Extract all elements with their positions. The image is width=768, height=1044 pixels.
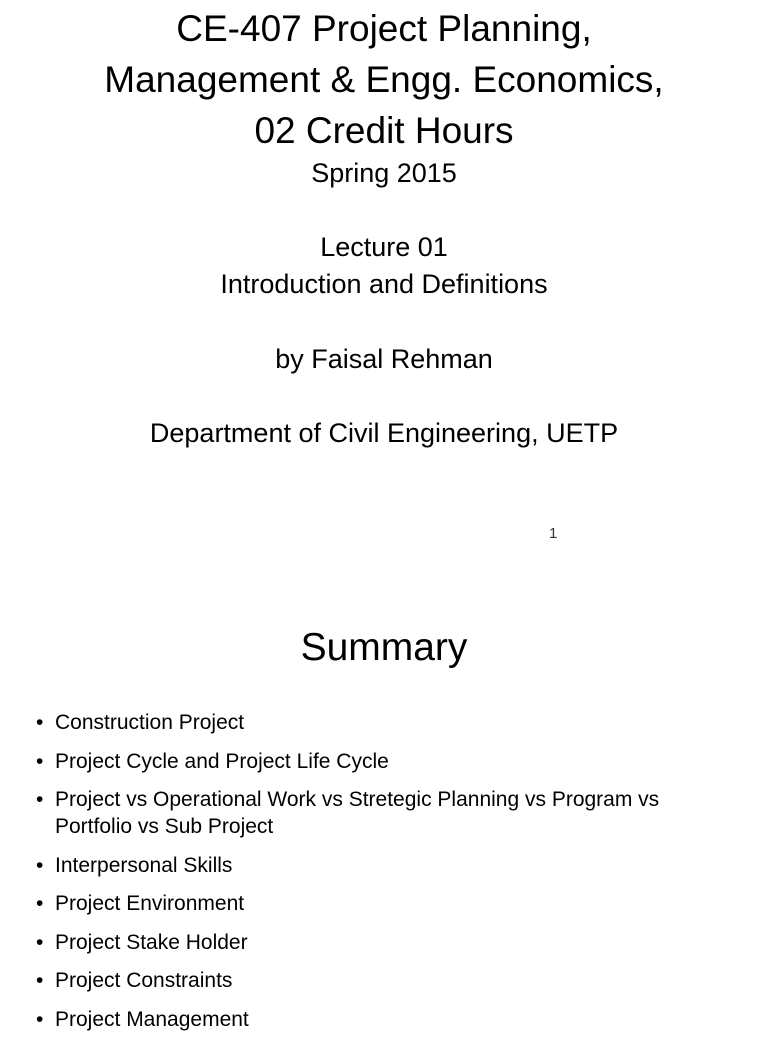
- bullet-item: [36, 1006, 736, 1033]
- bullet-text: Construction Project: [55, 711, 245, 734]
- summary-bullet-list: [36, 709, 736, 1044]
- semester-text: Spring 2015: [311, 158, 457, 188]
- summary-slide: [0, 576, 768, 1031]
- bullet-icon: •: [36, 749, 44, 773]
- bullet-icon: •: [36, 930, 44, 954]
- bullet-icon: •: [36, 788, 44, 811]
- bullet-item: [36, 748, 736, 775]
- bullet-text: Project Environment: [55, 892, 245, 915]
- bullet-item: [36, 929, 736, 956]
- course-title-line-1: CE-407 Project Planning,: [176, 8, 592, 49]
- bullet-text: Project vs Operational Work vs Stretegic Planning vs Program vs Portfolio vs Sub Project: [55, 788, 660, 838]
- course-title-line-2: Management & Engg. Economics,: [104, 59, 664, 100]
- bullet-icon: •: [36, 711, 44, 734]
- page-number: 1: [549, 525, 558, 542]
- bullet-text: Project Management: [55, 1007, 249, 1031]
- bullet-item: [36, 967, 736, 994]
- bullet-text: Project Cycle and Project Life Cycle: [55, 749, 389, 773]
- department-text: Department of Civil Engineering, UETP: [149, 418, 619, 448]
- bullet-icon: •: [36, 853, 44, 877]
- bullet-item: [36, 786, 736, 840]
- bullet-icon: •: [36, 1007, 44, 1031]
- summary-title: Summary: [300, 626, 468, 669]
- lecture-number: Lecture 01: [320, 232, 448, 262]
- course-title: [0, 3, 768, 156]
- bullet-icon: •: [36, 969, 44, 992]
- bullet-text: Project Constraints: [55, 969, 233, 992]
- author-text: by Faisal Rehman: [275, 344, 493, 374]
- lecture-topic: Introduction and Definitions: [220, 269, 548, 299]
- bullet-text: Interpersonal Skills: [55, 853, 233, 877]
- course-title-line-3: 02 Credit Hours: [254, 110, 514, 151]
- bullet-text: Project Stake Holder: [55, 930, 248, 954]
- bullet-item: [36, 852, 736, 879]
- bullet-icon: •: [36, 892, 44, 915]
- bullet-item: [36, 709, 736, 736]
- bullet-item: [36, 890, 736, 917]
